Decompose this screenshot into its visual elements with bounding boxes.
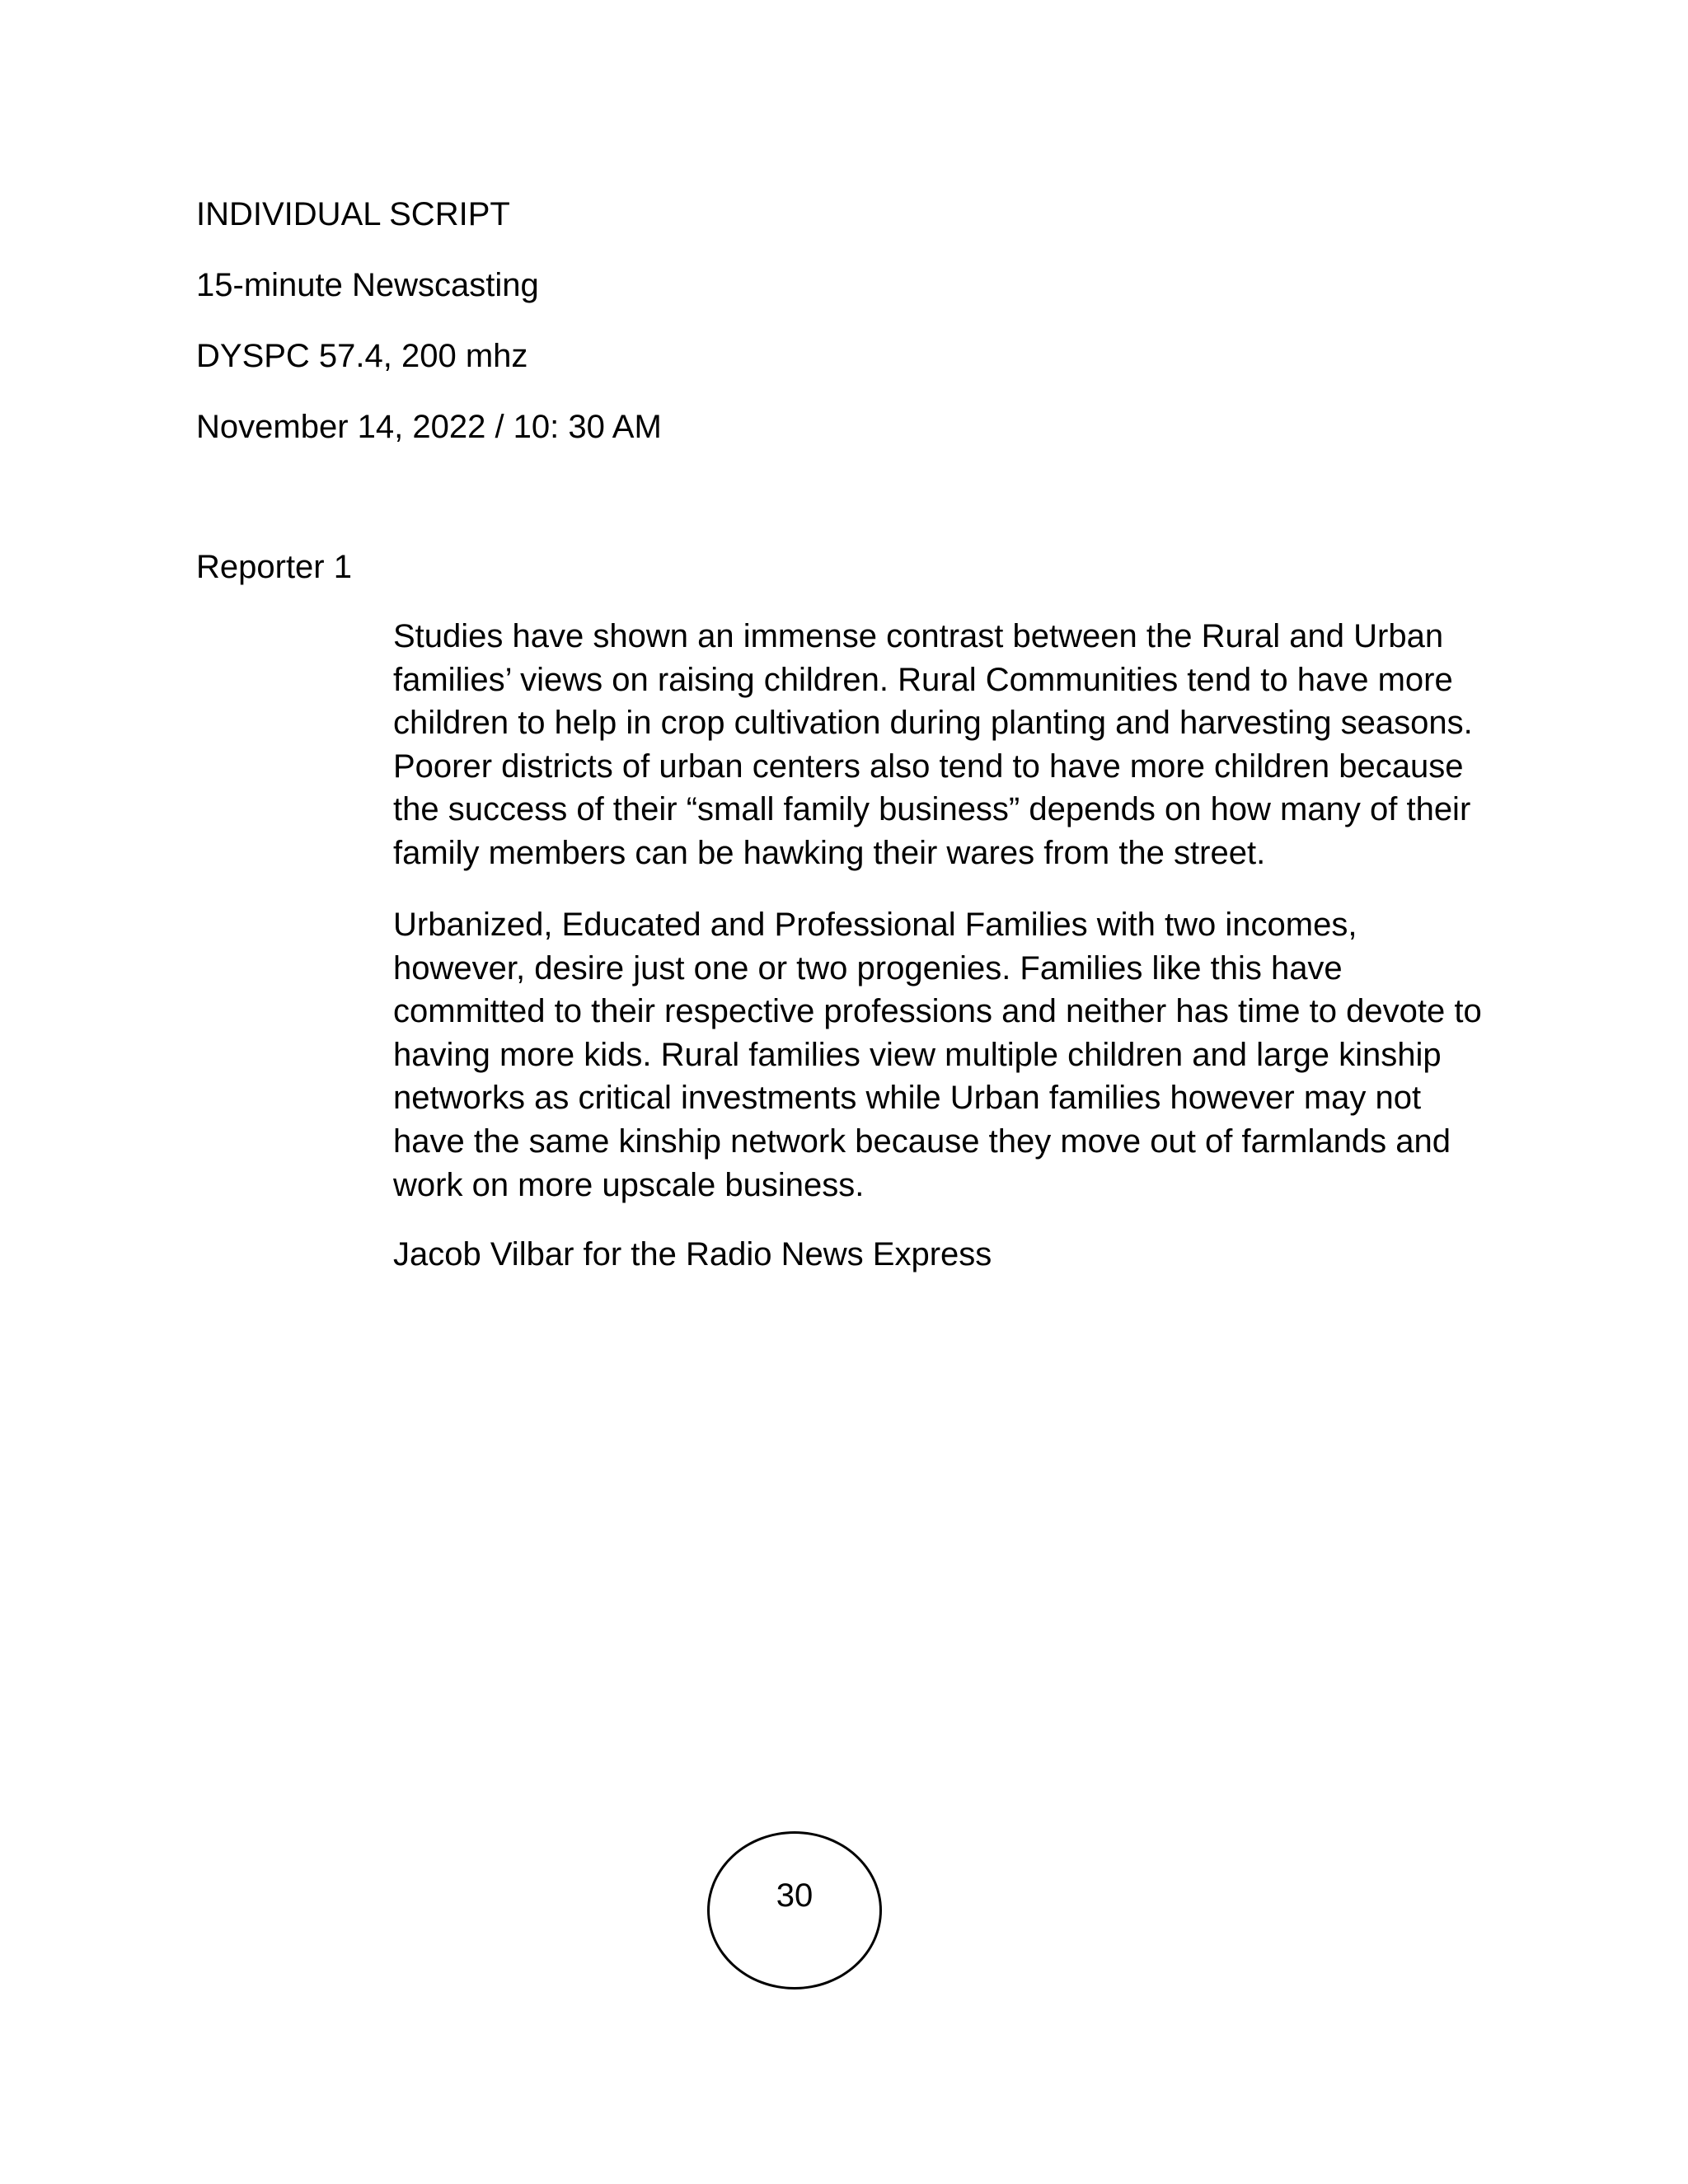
page-number-circle bbox=[707, 1831, 882, 1990]
program-subtitle: 15-minute Newscasting bbox=[196, 267, 539, 303]
script-title: INDIVIDUAL SCRIPT bbox=[196, 196, 510, 232]
reporter-label: Reporter 1 bbox=[196, 549, 352, 585]
page-number: 30 bbox=[776, 1877, 814, 1914]
script-paragraph: Urbanized, Educated and Professional Families with two incomes, however, desire just one or two progenies. Families like this have committed to their respective professions and neither has time to devote to having more kids. Rural families view multiple children and large kinship networks as critical investments while Urban families however may not have the same kinship network because they move out of farmlands and work on more upscale business. bbox=[393, 907, 1482, 1203]
reporter-signoff: Jacob Vilbar for the Radio News Express bbox=[393, 1236, 992, 1272]
script-paragraph: Studies have shown an immense contrast between the Rural and Urban families’ views on raising children. Rural Communities tend to have more children to help in crop cultivation during planting and harvesting seasons. Poorer districts of urban centers also tend to have more children because the success of their “small family business” depends on how many of their family members can be hawking their wares from the street. bbox=[393, 618, 1473, 871]
broadcast-date-time: November 14, 2022 / 10: 30 AM bbox=[196, 409, 662, 445]
station-frequency: DYSPC 57.4, 200 mhz bbox=[196, 338, 528, 374]
